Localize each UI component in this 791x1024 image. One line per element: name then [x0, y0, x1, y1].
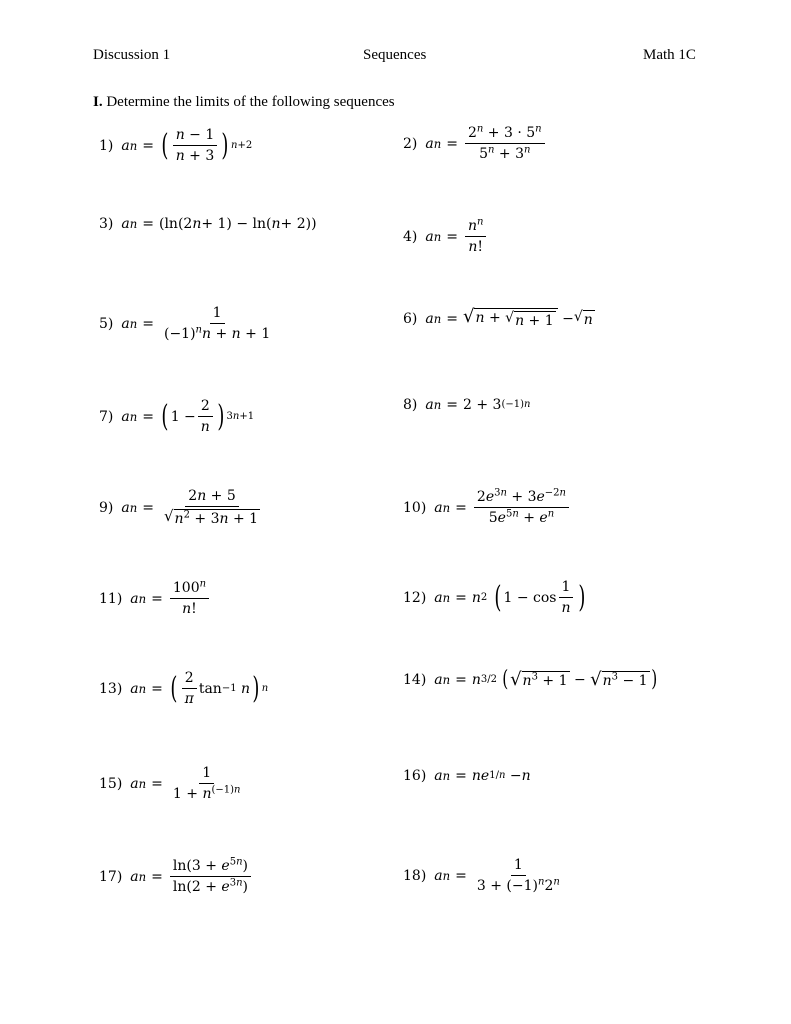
problem-label: 8) [403, 397, 418, 413]
problem-label: 14) [403, 672, 427, 688]
problem-label: 16) [403, 768, 427, 784]
problem-label: 13) [99, 680, 123, 697]
problem-label: 12) [403, 589, 427, 606]
problem-label: 1) [99, 137, 114, 154]
problem-label: 6) [403, 310, 418, 327]
problem-13: 13) a n = ( $\frac{2}{\pi}$ tan −1 n ) n [99, 670, 269, 708]
problem-2: 2) a n = $\frac{2^n + 3 \cdot 5^n}{5^n + 3^n}$ [403, 125, 547, 162]
problem-label: 9) [99, 499, 114, 516]
section-number: I. [93, 94, 103, 110]
problem-label: 10) [403, 499, 427, 516]
problem-label: 11) [99, 590, 123, 607]
problem-label: 5) [99, 315, 114, 332]
problem-label: 15) [99, 775, 123, 792]
problem-label: 2) [403, 135, 418, 152]
problem-5: 5) a n = $\frac{1}{(-1)^nn + n + 1}$ [99, 305, 271, 343]
problem-15: 15) a n = $\frac{1}{1 + n^{(-1)n}}$ [99, 765, 241, 803]
header-course-discussion: Discussion 1 [93, 47, 171, 63]
section-heading [93, 94, 395, 111]
problem-label: 3) [99, 216, 114, 232]
problem-17: 17) a n = $\frac{\ln(3 + e^{5n})}{\ln(2 + e^{3n})}$ [99, 858, 253, 895]
problem-16: 16) a n = n e 1/n − n [403, 768, 531, 784]
problem-label: 7) [99, 408, 114, 425]
problem-18: 18) a n = $\frac{1}{3 + (-1)^n2^n}$ [403, 857, 560, 895]
problem-label: 4) [403, 228, 418, 245]
problem-label: 17) [99, 868, 123, 885]
problem-8: 8) a n = 2 + 3 (−1)n [403, 397, 531, 413]
problem-6: 6) a n = √ n + √ n + 1 − √ n [403, 306, 593, 329]
problem-10: 10) a n = $\frac{2e^{3n} + 3e^{-2n}}{5e^{5n} + e^n}$ [403, 489, 571, 526]
header-course: Math 1C [643, 47, 696, 63]
problem-4: 4) a n = $\frac{n^n}{n!}$ [403, 218, 488, 255]
problem-11: 11) a n = $\frac{100^n}{n!}$ [99, 580, 211, 617]
header-topic: Sequences [363, 47, 427, 63]
problem-3: 3) a n = (ln(2 n + 1) − ln( n + 2)) [99, 216, 317, 232]
section-title: Determine the limits of the following sequences [106, 94, 395, 110]
problem-label: 18) [403, 867, 427, 884]
problem-14: 14) a n = n 3/2 ( √ $n^3 + 1$ − √ $n^3 - 1$ ) [403, 667, 657, 692]
problem-1: 1) a n = ( $\frac{n - 1}{n + 3}$ ) n+2 [99, 127, 253, 165]
problem-12: 12) a n = n 2 ( 1 − cos $\frac{1}{n}$ ) [403, 579, 585, 617]
problem-9: 9) a n = 2n + 5 √ $n^2 + 3n + 1$ [99, 488, 259, 528]
problem-7: 7) a n = ( 1 − $\frac{2}{n}$ ) 3n+1 [99, 398, 255, 436]
